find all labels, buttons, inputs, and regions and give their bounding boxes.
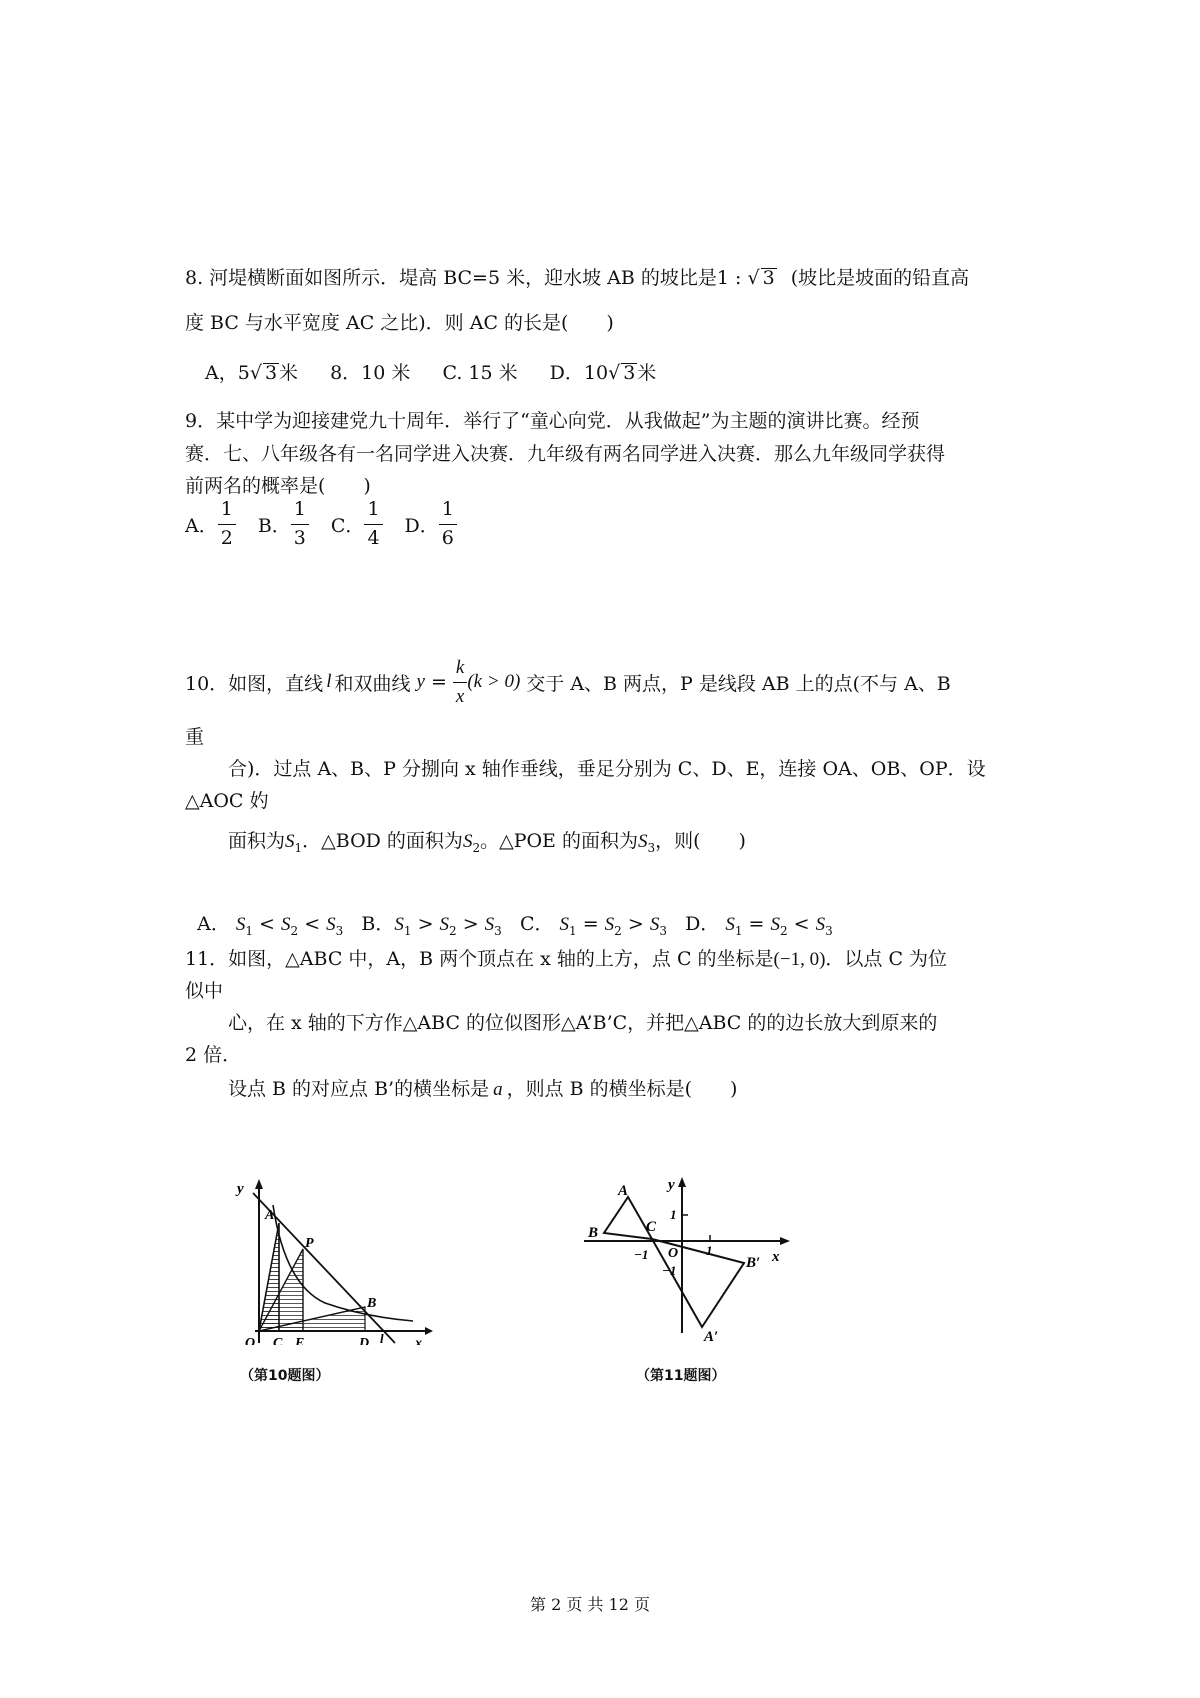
q11-line5: 设点 B 的对应点 B’的横坐标是 a ，则点 B 的横坐标是( ) (228, 1078, 738, 1100)
fig10-label-o: O (245, 1336, 256, 1345)
figure-11-caption: （第11题图） (636, 1368, 726, 1384)
q10-option-d: D． $S_1 = S_2 < S_3$ (685, 913, 833, 938)
fig11-label-c: C (646, 1219, 657, 1235)
q10-line1: 10．如图，直线 l 和双曲线 y = $\frac{k}{x}$ (k > 0) 交于 A、B 两点，P 是线段 AB 上的点(不与 A、B (185, 657, 951, 707)
q10-line5: 面积为$S_1$．△BOD 的面积为$S_2$。△POE 的面积为$S_3$，则( ) (228, 830, 746, 855)
q10-option-b: B．$S_1 > S_2 > S_3$ (361, 913, 502, 938)
fig11-label-one-y: 1 (670, 1207, 677, 1222)
figure-11-diagram (582, 1175, 792, 1345)
fig11-label-one-x: 1 (706, 1243, 713, 1258)
fig10-label-e: E (295, 1336, 305, 1345)
q11-line3: 心，在 x 轴的下方作△ABC 的位似图形△A’B’C，并把△ABC 的的边长放大到原来的 (228, 1012, 938, 1034)
fig10-label-d: D (359, 1336, 370, 1345)
q8-option-b: 8．10 米 (330, 362, 411, 384)
fig11-label-neg1-x: −1 (634, 1247, 649, 1262)
fig10-label-c: C (273, 1336, 283, 1345)
q10-option-c: C． $S_1 = S_2 > S_3$ (519, 913, 667, 938)
fig11-label-a: A (618, 1183, 629, 1199)
q10-line4: △AOC 妁 (185, 790, 269, 812)
q9-option-b: B． $\frac{1}{3}$ (258, 500, 309, 549)
fig10-label-y: y (237, 1181, 244, 1197)
q8-line1: 8. 河堤横断面如图所示．堤高 BC=5 米，迎水坡 AB 的坡比是1 : √ 3 (坡比是坡面的铅直高 (185, 267, 970, 289)
q9-option-c: C． $\frac{1}{4}$ (331, 500, 383, 549)
q9-line2: 赛．七、八年级各有一名同学进入决赛．九年级有两名同学进入决赛．那么九年级同学获得 (185, 443, 946, 465)
fig10-label-p: P (305, 1236, 314, 1251)
q11-line2: 似中 (185, 980, 224, 1002)
q8-line2: 度 BC 与水平宽度 AC 之比)．则 AC 的长是( ) (185, 312, 614, 334)
figure-10 (235, 1175, 435, 1384)
q10-line3: 合)．过点 A、B、P 分捌向 x 轴作垂线，垂足分别为 C、D、E，连接 OA、OB、OP．设 (228, 758, 986, 780)
slope-ratio: 1 : √ 3 (716, 267, 775, 289)
q10-line2: 重 (185, 726, 205, 748)
figure-10-caption: （第10题图） (240, 1368, 330, 1384)
q11-line4: 2 倍． (185, 1044, 242, 1066)
q8-option-c: C. 15 米 (442, 362, 518, 384)
k-over-x: $\frac{k}{x}$ (453, 658, 467, 707)
q9-options (185, 500, 457, 549)
q10-option-a: A． $S_1 < S_2 < S_3$ (197, 913, 344, 938)
fig11-label-o: O (668, 1246, 679, 1261)
q9-option-d: D． $\frac{1}{6}$ (405, 500, 457, 549)
q9-line1: 9．某中学为迎接建党九十周年．举行了“童心向党．从我做起”为主题的演讲比赛。经预 (185, 410, 920, 432)
fig11-label-y: y (668, 1177, 675, 1193)
fig11-label-a-prime: A′ (704, 1329, 719, 1345)
fig11-label-b: B (588, 1225, 599, 1241)
fig11-label-x: x (772, 1249, 780, 1265)
fig11-label-b-prime: B′ (746, 1255, 761, 1271)
fig10-label-b: B (367, 1296, 377, 1311)
q9-line3: 前两名的概率是( ) (185, 475, 371, 497)
q10-options (185, 896, 833, 937)
fig11-label-neg1-y: −1 (662, 1263, 677, 1278)
q9-option-a: A． $\frac{1}{2}$ (185, 500, 236, 549)
q8-option-d: D．10√ 3 米 (549, 362, 657, 384)
q8-option-a: A，5√ 3 米 (205, 362, 299, 384)
fig10-label-l: l (380, 1331, 384, 1345)
fig10-label-x: x (415, 1336, 422, 1345)
figure-10-diagram (235, 1175, 435, 1345)
q8-options (205, 363, 656, 383)
figure-11 (582, 1175, 792, 1384)
q11-line1: 11．如图，△ABC 中，A，B 两个顶点在 x 轴的上方，点 C 的坐标是(−1, 0)．以点 C 为位 (185, 948, 948, 970)
fig10-label-a: A (265, 1208, 275, 1223)
page-footer: 第 2 页 共 12 页 (530, 1595, 650, 1614)
sqrt-three: √ 3 (747, 267, 775, 289)
